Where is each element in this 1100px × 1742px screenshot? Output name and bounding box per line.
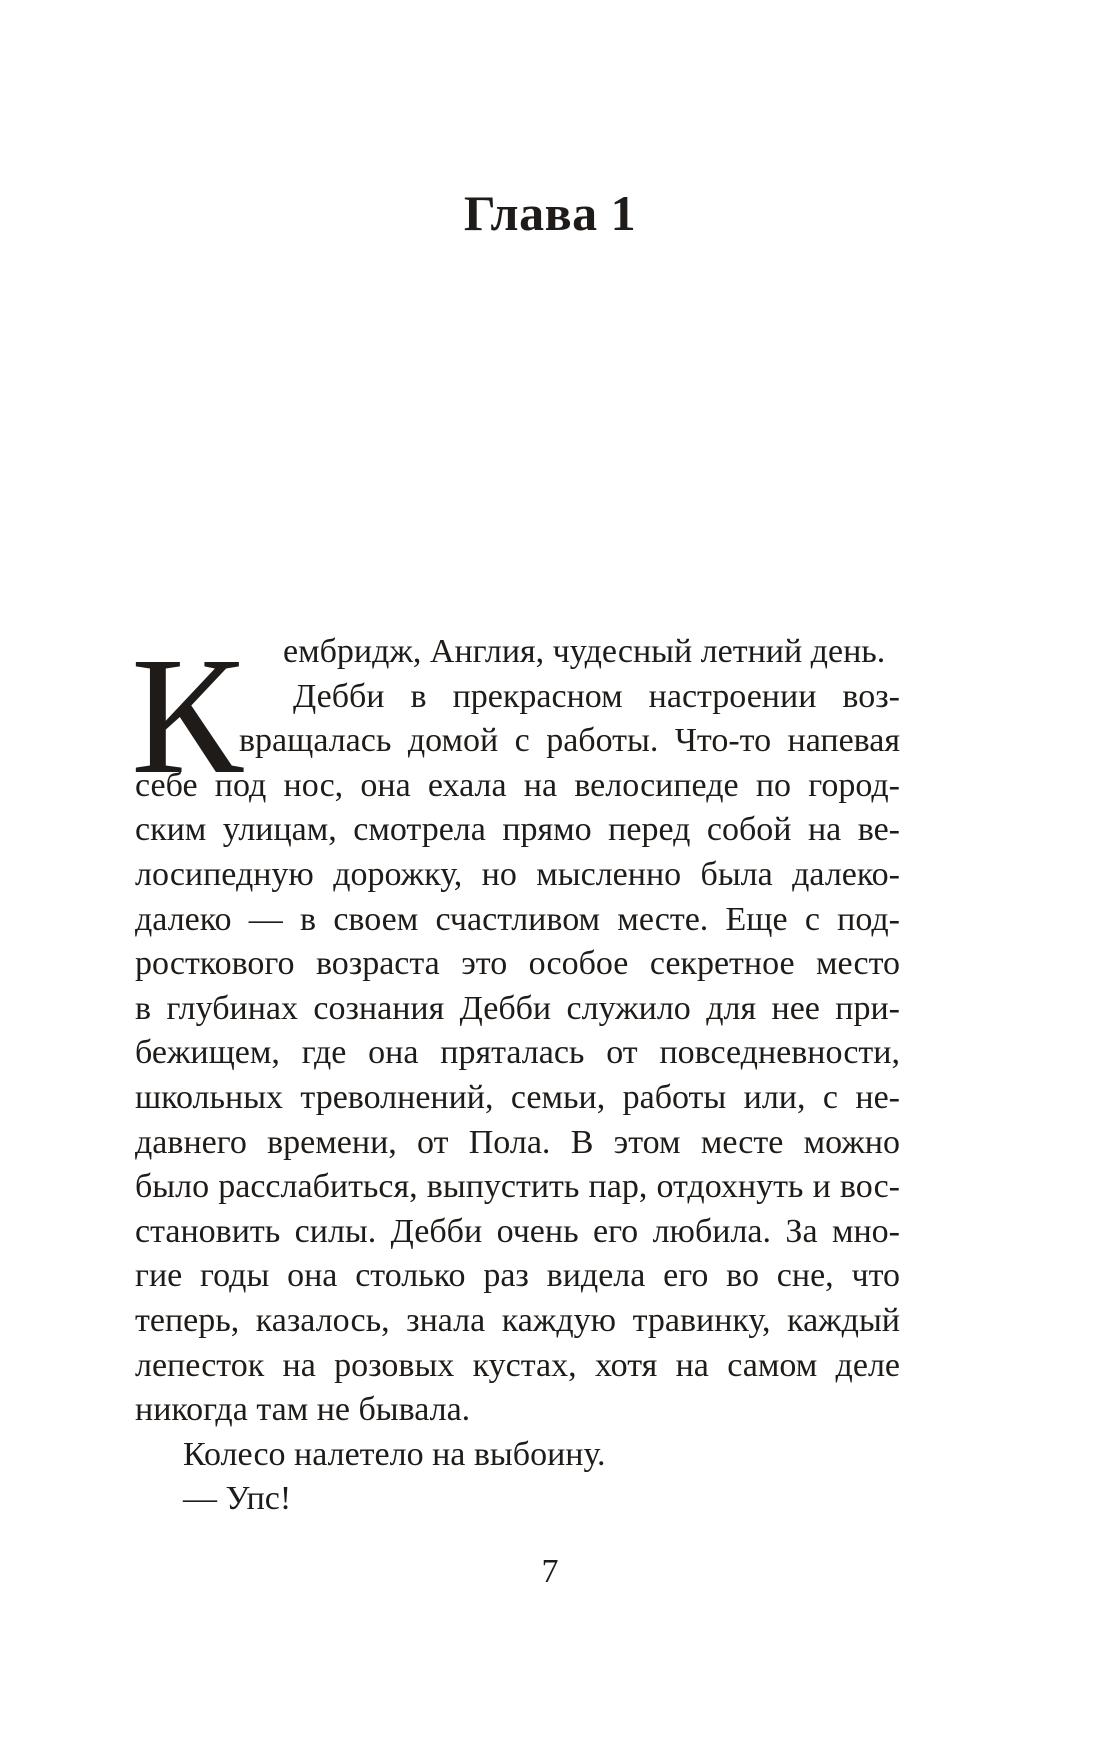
text-line: далеко — в своем счастливом месте. Еще с под- [135,900,900,938]
text-line: Дебби в прекрасном настроении воз- [293,677,900,715]
text-line: Колесо налетело на выбоину. [183,1435,606,1473]
text-line: вращалась домой с работы. Что-то напевая [239,722,900,760]
text-line: теперь, казалось, знала каждую травинку, каждый [135,1301,900,1339]
text-line: ским улицам, смотрела прямо перед собой на ве- [135,811,900,849]
text-line: росткового возраста это особое секретное место [135,945,900,983]
text-line: — Упс! [183,1480,292,1518]
text-line: было расслабиться, выпустить пар, отдохнуть и вос- [135,1168,900,1206]
chapter-title: Глава 1 [463,185,637,241]
text-line: становить силы. Дебби очень его любила. За мно- [135,1212,900,1250]
drop-cap: К [131,623,244,809]
chapter-body [131,623,900,1522]
text-line: давнего времени, от Пола. В этом месте можно [135,1123,900,1161]
text-line: гие годы она столько раз видела его во сне, что [135,1257,900,1295]
page-number: 7 [541,1553,559,1590]
text-line: никогда там не бывала. [135,1391,471,1429]
text-line: лосипедную дорожку, но мысленно была далеко- [135,855,900,893]
text-line: лепесток на розовых кустах, хотя на самом деле [135,1346,900,1384]
text-line: ембридж, Англия, чудесный летний день. [283,633,886,670]
text-line: себе под нос, она ехала на велосипеде по город- [135,766,900,804]
text-line: в глубинах сознания Дебби служило для нее при- [135,989,900,1027]
text-line: школьных треволнений, семьи, работы или, с не- [135,1078,900,1116]
text-line: бежищем, где она пряталась от повседневности, [135,1034,900,1072]
